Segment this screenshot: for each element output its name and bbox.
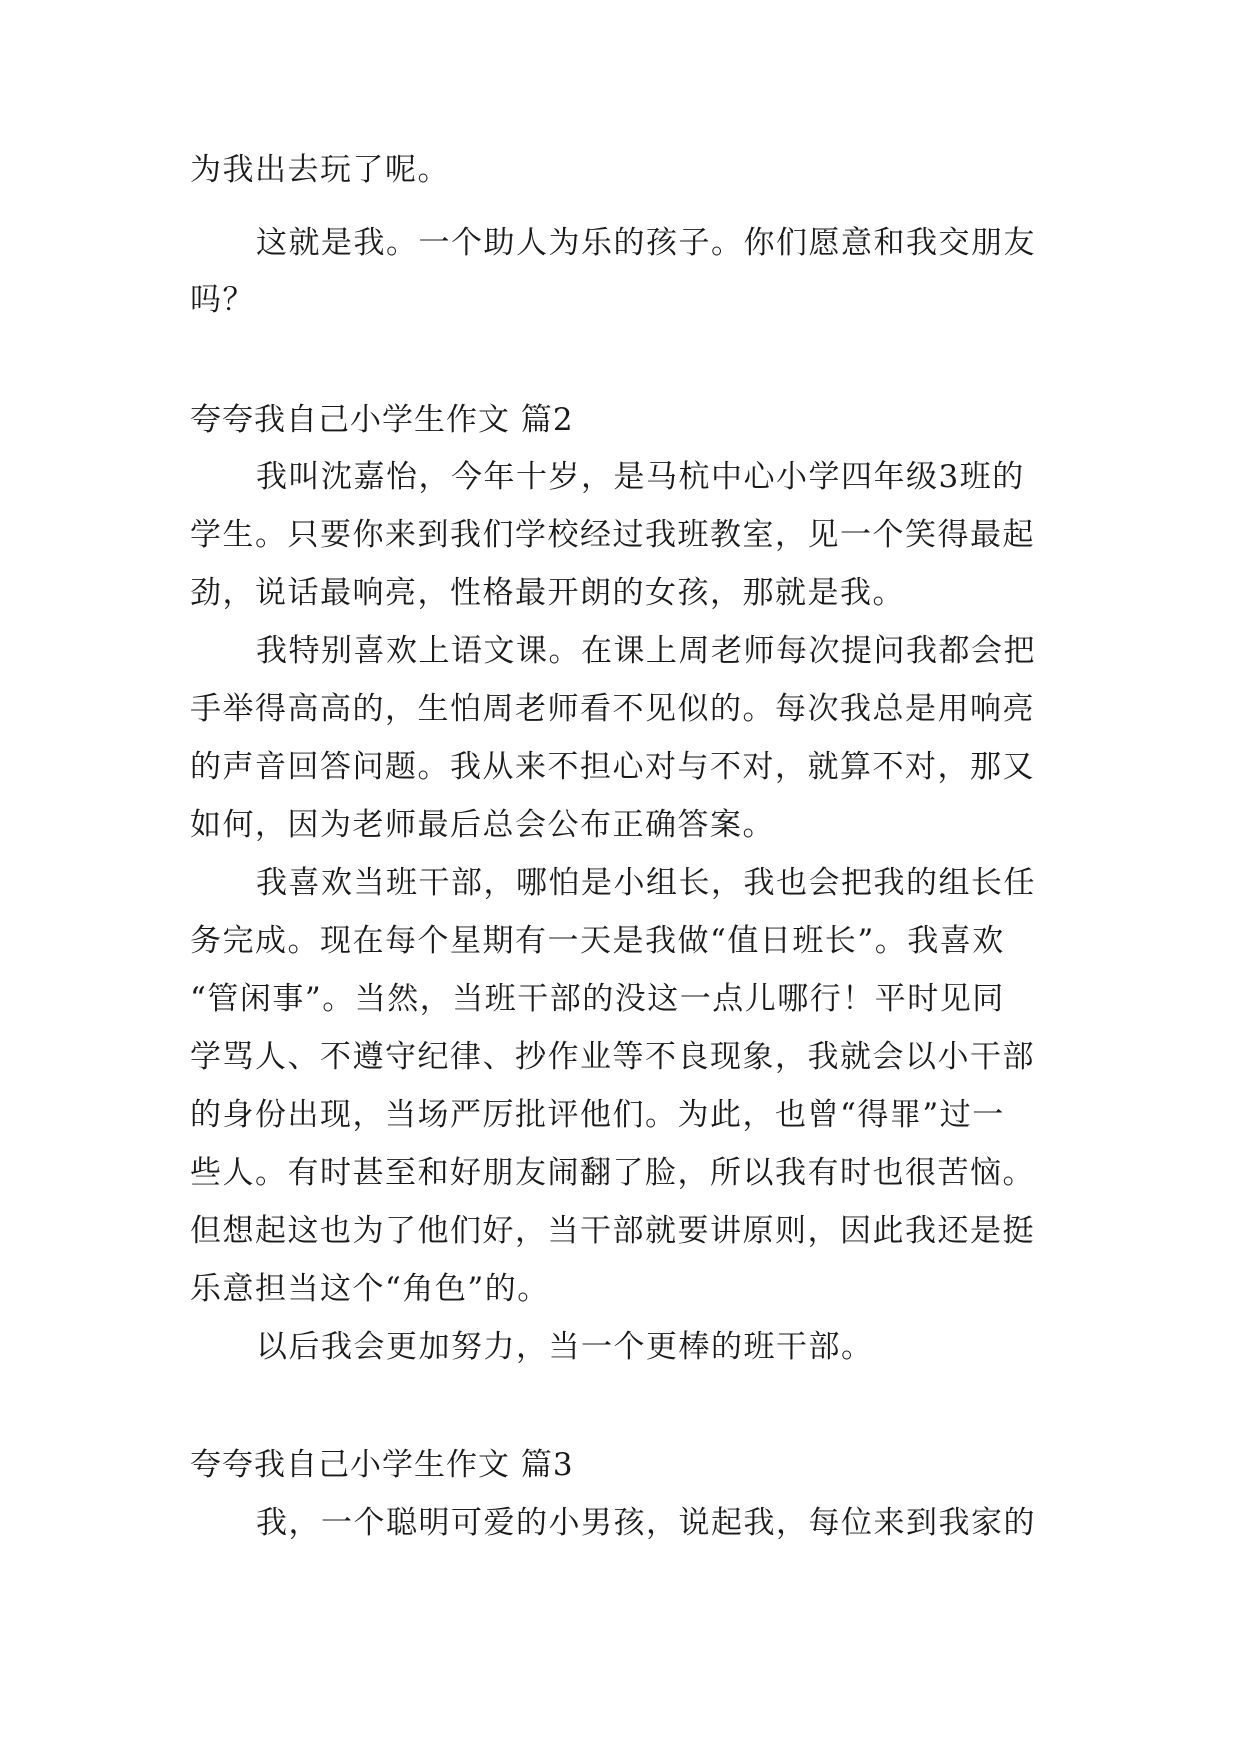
paragraph-line: 我叫沈嘉怡，今年十岁，是马杭中心小学四年级3班的 — [256, 459, 1025, 495]
text-line: 些人。有时甚至和好朋友闹翻了脸，所以我有时也很苦恼。 — [190, 1155, 1035, 1191]
text-line: 的身份出现，当场严厉批评他们。为此，也曾“得罪”过一 — [190, 1097, 1005, 1133]
text-line: 为我出去玩了呢。 — [190, 152, 450, 188]
paragraph-line: 我，一个聪明可爱的小男孩，说起我，每位来到我家的 — [256, 1505, 1036, 1541]
text-line: 劲，说话最响亮，性格最开朗的女孩，那就是我。 — [190, 575, 905, 611]
paragraph-line: 以后我会更加努力，当一个更棒的班干部。 — [256, 1329, 874, 1365]
section-heading-3: 夸夸我自己小学生作文 篇3 — [190, 1447, 574, 1483]
paragraph-line: 我喜欢当班干部，哪怕是小组长，我也会把我的组长任 — [256, 865, 1036, 901]
text-line: “管闲事”。当然，当班干部的没这一点儿哪行！平时见同 — [190, 981, 1005, 1017]
text-line: 但想起这也为了他们好，当干部就要讲原则，因此我还是挺 — [190, 1213, 1035, 1249]
text-line: 手举得高高的，生怕周老师看不见似的。每次我总是用响亮 — [190, 691, 1035, 727]
text-line: 学生。只要你来到我们学校经过我班教室，见一个笑得最起 — [190, 517, 1035, 553]
text-line: 乐意担当这个“角色”的。 — [190, 1271, 550, 1307]
text-line: 的声音回答问题。我从来不担心对与不对，就算不对，那又 — [190, 749, 1035, 785]
text-line: 如何，因为老师最后总会公布正确答案。 — [190, 807, 775, 843]
text-line: 务完成。现在每个星期有一天是我做“值日班长”。我喜欢 — [190, 923, 1005, 959]
paragraph-line: 这就是我。一个助人为乐的孩子。你们愿意和我交朋友 — [256, 225, 1036, 261]
paragraph-line: 我特别喜欢上语文课。在课上周老师每次提问我都会把 — [256, 633, 1036, 669]
text-line: 学骂人、不遵守纪律、抄作业等不良现象，我就会以小干部 — [190, 1039, 1035, 1075]
text-line: 吗？ — [190, 282, 255, 318]
section-heading-2: 夸夸我自己小学生作文 篇2 — [190, 402, 574, 438]
